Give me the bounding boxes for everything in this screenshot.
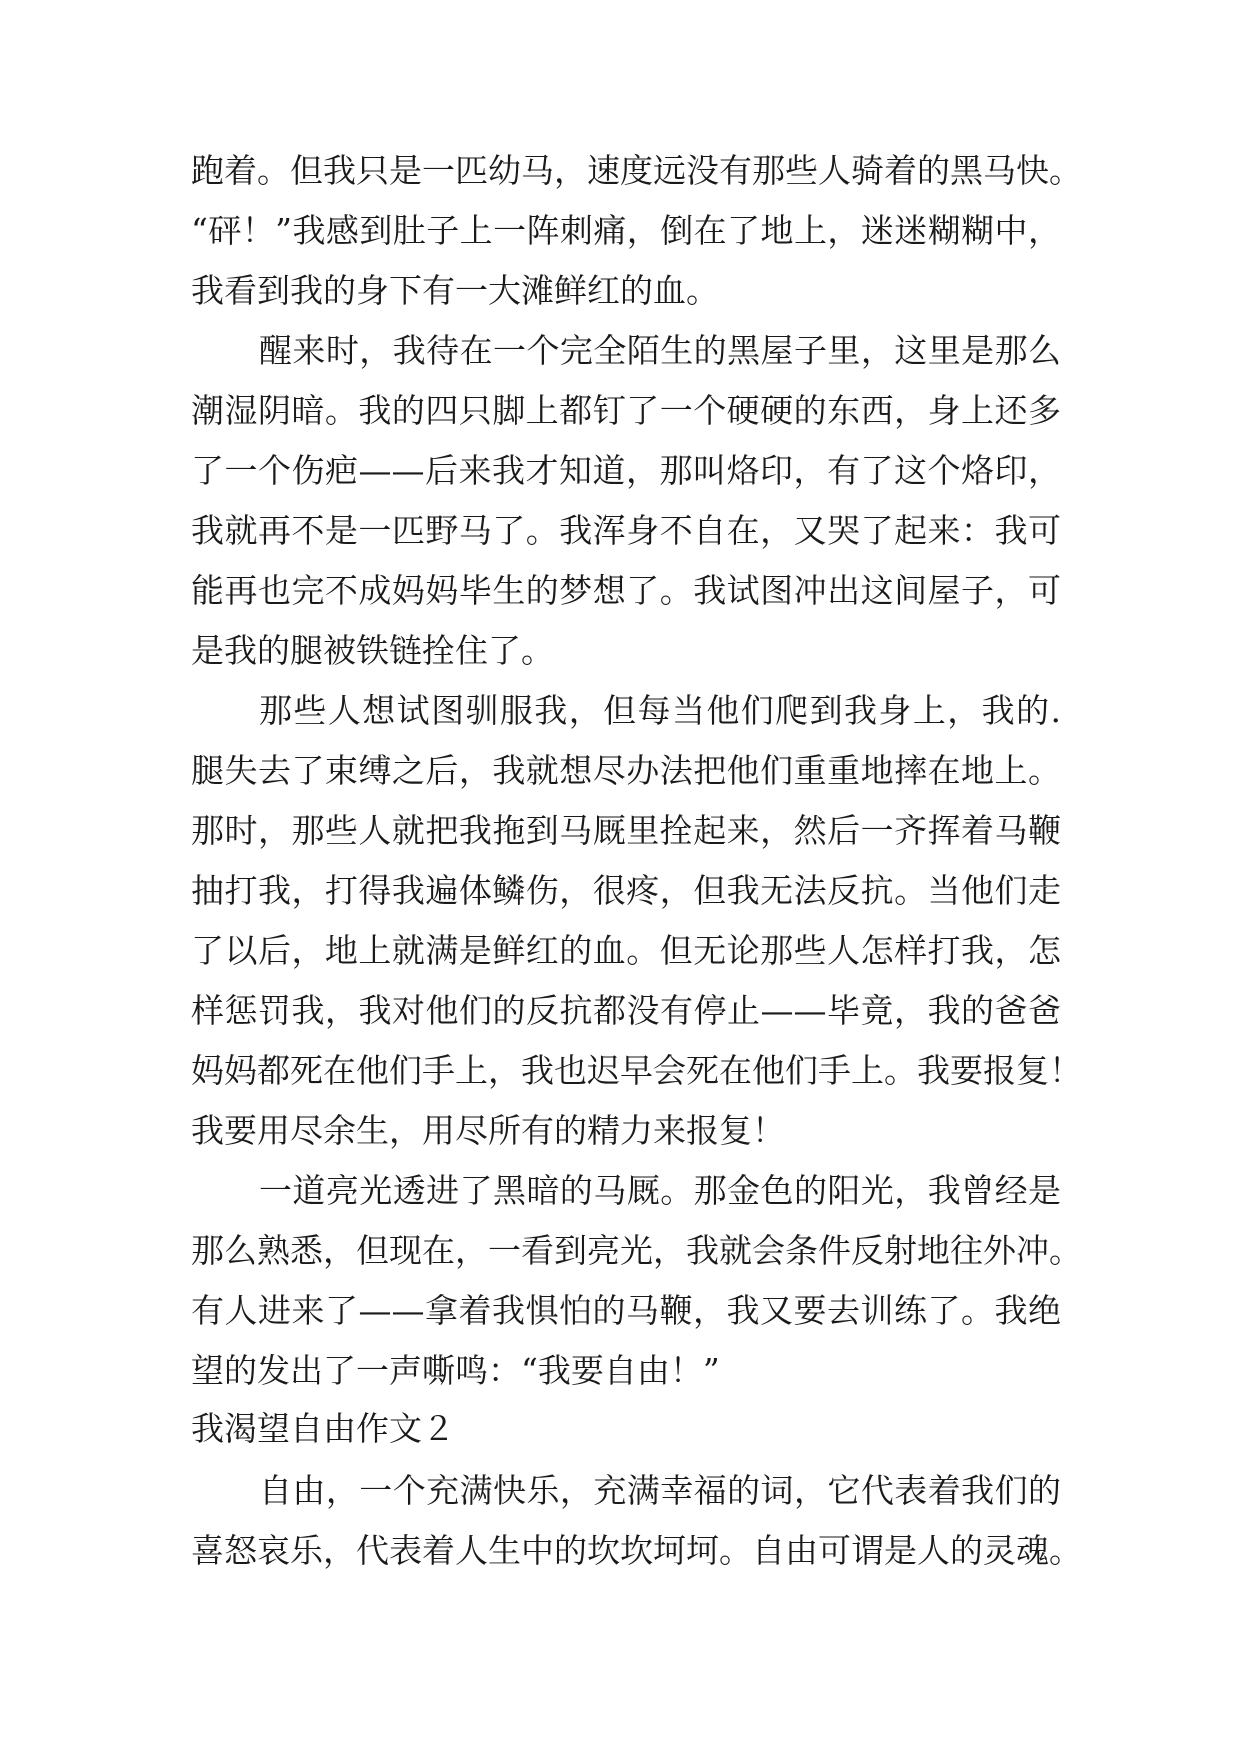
text-line: “砰！”我感到肚子上一阵刺痛，倒在了地上，迷迷糊糊中， bbox=[191, 211, 1061, 250]
text-line: 能再也完不成妈妈毕生的梦想了。我试图冲出这间屋子，可 bbox=[191, 571, 1061, 610]
text-line: 样惩罚我，我对他们的反抗都没有停止——毕竟，我的爸爸 bbox=[191, 991, 1061, 1030]
text-line: 了一个伤疤——后来我才知道，那叫烙印，有了这个烙印， bbox=[191, 451, 1061, 490]
text-line: 自由，一个充满快乐，充满幸福的词，它代表着我们的 bbox=[259, 1471, 1061, 1510]
text-line: 那么熟悉，但现在，一看到亮光，我就会条件反射地往外冲。 bbox=[191, 1231, 1082, 1270]
section-heading: 我渴望自由作文２ bbox=[191, 1409, 455, 1448]
text-line: 一道亮光透进了黑暗的马厩。那金色的阳光，我曾经是 bbox=[259, 1171, 1061, 1210]
text-line: 我就再不是一匹野马了。我浑身不自在，又哭了起来：我可 bbox=[191, 511, 1061, 550]
text-line: 我要用尽余生，用尽所有的精力来报复！ bbox=[191, 1111, 785, 1150]
text-line: 有人进来了——拿着我惧怕的马鞭，我又要去训练了。我绝 bbox=[191, 1291, 1061, 1330]
text-line: 腿失去了束缚之后，我就想尽办法把他们重重地摔在地上。 bbox=[191, 751, 1061, 790]
text-line: 了以后，地上就满是鲜红的血。但无论那些人怎样打我，怎 bbox=[191, 931, 1061, 970]
text-line: 跑着。但我只是一匹幼马，速度远没有那些人骑着的黑马快。 bbox=[191, 151, 1082, 190]
text-line: 醒来时，我待在一个完全陌生的黑屋子里，这里是那么 bbox=[259, 331, 1061, 370]
text-line: 喜怒哀乐，代表着人生中的坎坎坷坷。自由可谓是人的灵魂。 bbox=[191, 1531, 1082, 1570]
text-line: 望的发出了一声嘶鸣：“我要自由！” bbox=[191, 1351, 720, 1390]
text-line: 我看到我的身下有一大滩鲜红的血。 bbox=[191, 271, 719, 310]
text-line: 妈妈都死在他们手上，我也迟早会死在他们手上。我要报复！ bbox=[191, 1051, 1082, 1090]
text-line: 那时，那些人就把我拖到马厩里拴起来，然后一齐挥着马鞭 bbox=[191, 811, 1061, 850]
text-line: 那些人想试图驯服我，但每当他们爬到我身上，我的. bbox=[259, 691, 1061, 730]
text-line: 潮湿阴暗。我的四只脚上都钉了一个硬硬的东西，身上还多 bbox=[191, 391, 1061, 430]
text-line: 抽打我，打得我遍体鳞伤，很疼，但我无法反抗。当他们走 bbox=[191, 871, 1061, 910]
text-line: 是我的腿被铁链拴住了。 bbox=[191, 631, 554, 670]
